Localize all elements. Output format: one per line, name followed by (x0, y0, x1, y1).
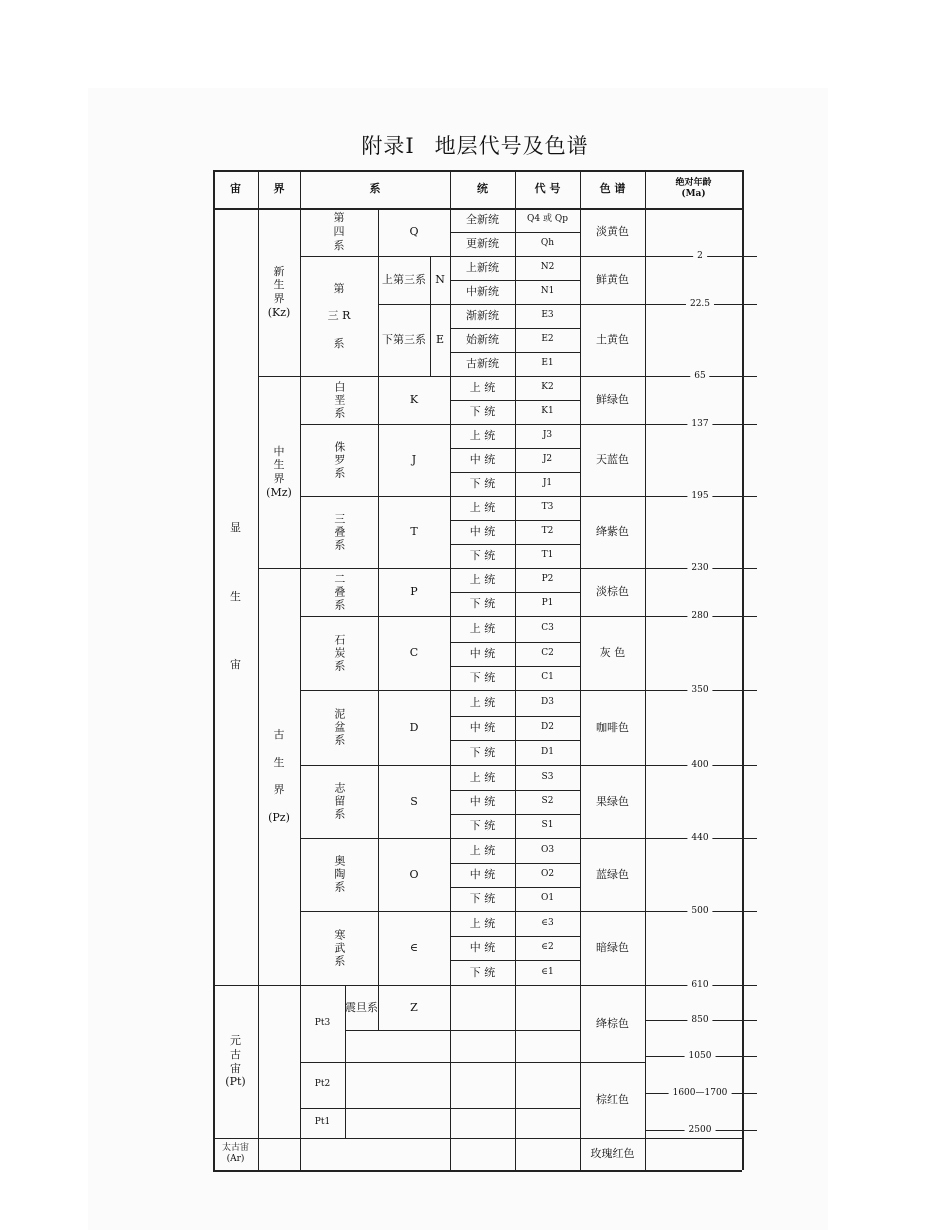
system-code-cretaceous: K (409, 393, 419, 407)
series-name: 中 统 (469, 941, 496, 955)
pt-row-rule (345, 1030, 580, 1031)
series-name: 更新统 (466, 237, 499, 251)
series-name: 渐新统 (466, 309, 499, 323)
series-code: S1 (541, 820, 554, 831)
series-name: 上 统 (469, 622, 496, 636)
series-code: J2 (542, 454, 553, 465)
system-code-quaternary: Q (409, 225, 419, 239)
system-rule (300, 376, 450, 377)
header-color: 色 谱 (599, 182, 626, 196)
series-name: 下 统 (469, 745, 496, 759)
era-paleozoic: 古 生 界 (Pz) (268, 728, 290, 824)
series-code: K1 (541, 406, 554, 417)
age-value: 137 (687, 419, 712, 429)
series-name: 全新统 (466, 213, 499, 227)
series-name: 中 统 (469, 721, 496, 735)
series-code: J3 (542, 430, 553, 441)
header-system: 系 (369, 182, 381, 196)
series-code: D3 (541, 697, 554, 708)
series-code: D2 (541, 722, 554, 733)
series-code: T3 (541, 502, 554, 513)
system-name-carboniferous: 石炭系 (332, 633, 346, 673)
series-name: 下 统 (469, 597, 496, 611)
series-name: 下 统 (469, 405, 496, 419)
series-code: Q4 或 Qp (527, 214, 568, 225)
series-code: ∈2 (541, 942, 554, 953)
age-value: 195 (687, 491, 712, 501)
age-value: 230 (687, 563, 712, 573)
pt3-label: Pt3 (314, 1017, 331, 1028)
pt1-label: Pt1 (314, 1117, 331, 1128)
color-name: 玫瑰红色 (590, 1147, 635, 1161)
table-bottom-border (213, 1170, 742, 1172)
series-code: J1 (542, 478, 553, 489)
series-name: 上 统 (469, 770, 496, 784)
age-value: 280 (687, 611, 712, 621)
color-name: 绛棕色 (596, 1016, 629, 1030)
series-name: 始新统 (466, 333, 499, 347)
age-value: 1050 (685, 1051, 716, 1061)
system-code-triassic: T (410, 525, 418, 539)
series-code: T1 (541, 550, 554, 561)
color-name: 暗绿色 (596, 941, 629, 955)
age-value: 850 (687, 1015, 712, 1025)
series-code: K2 (541, 382, 554, 393)
color-name: 天蓝色 (596, 453, 629, 467)
header-age: 绝对年龄 (Ma) (675, 177, 712, 199)
series-code: O2 (540, 869, 555, 880)
series-code: Qh (540, 238, 555, 249)
age-value: 440 (687, 833, 712, 843)
system-name-neogene: 上第三系 (382, 273, 426, 287)
series-code: E3 (541, 310, 554, 321)
system-code-paleogene: E (435, 333, 445, 347)
age-value: 1600—1700 (669, 1088, 732, 1098)
system-name-quaternary: 第 四 系 (333, 211, 345, 252)
series-name: 下 统 (469, 477, 496, 491)
eon-rule (213, 1138, 742, 1139)
series-name: 上 统 (469, 916, 496, 930)
color-name: 土黄色 (596, 333, 629, 347)
system-name-silurian: 志留系 (332, 782, 346, 821)
series-name: 上 统 (469, 501, 496, 515)
series-code: N1 (540, 286, 555, 297)
age-value: 2500 (685, 1125, 716, 1135)
title-text: 地层代号及色谱 (434, 134, 589, 158)
era-mesozoic: 中 生 界 (Mz) (266, 444, 292, 499)
system-name-cambrian: 寒武系 (332, 928, 346, 968)
system-code-cambrian: ∈ (409, 941, 419, 955)
system-name-cretaceous: 白垩系 (332, 380, 346, 420)
series-name: 上 统 (469, 696, 496, 710)
system-code-devonian: D (409, 720, 419, 734)
series-name: 下 统 (469, 549, 496, 563)
eon-proterozoic: 元 古 宙 (Pt) (225, 1034, 246, 1089)
age-value: 400 (687, 760, 712, 770)
series-name: 中 统 (469, 795, 496, 809)
system-code-silurian: S (410, 794, 418, 808)
system-name-ordovician: 奥陶系 (332, 855, 346, 894)
series-code: ∈3 (541, 917, 554, 928)
header-era: 界 (273, 182, 285, 196)
series-code: E2 (541, 334, 554, 345)
system-name-permian: 二叠系 (332, 572, 346, 612)
series-code: P1 (541, 598, 554, 609)
system-name-tertiary: 第 三 R 系 (327, 281, 351, 350)
series-name: 中 统 (469, 868, 496, 882)
series-name: 古新统 (466, 357, 499, 371)
system-code-neogene: N (435, 273, 445, 287)
appendix-label: 附录Ⅰ (361, 134, 415, 158)
eon-archean: 太古宙 (Ar) (221, 1142, 249, 1164)
series-code: D1 (541, 746, 554, 757)
system-code-sinian: Z (410, 1000, 418, 1014)
color-name: 果绿色 (596, 794, 629, 808)
series-name: 中 统 (469, 453, 496, 467)
series-name: 中 统 (469, 525, 496, 539)
series-name: 下 统 (469, 892, 496, 906)
system-name-triassic: 三叠系 (332, 512, 346, 552)
color-name: 咖啡色 (596, 720, 629, 734)
era-cenozoic: 新 生 界 (Kz) (267, 264, 291, 319)
series-code: P2 (541, 574, 554, 585)
color-name: 蓝绿色 (596, 867, 629, 881)
system-name-devonian: 泥盆系 (332, 708, 346, 747)
system-code-carboniferous: C (409, 646, 419, 660)
system-code-jurassic: J (411, 453, 417, 467)
system-name-paleogene: 下第三系 (382, 333, 426, 347)
color-name: 绛紫色 (596, 525, 629, 539)
age-value: 610 (687, 980, 712, 990)
color-name: 鲜黄色 (596, 273, 629, 287)
series-code: N2 (540, 262, 555, 273)
series-name: 下 统 (469, 671, 496, 685)
color-name: 淡棕色 (596, 585, 629, 599)
system-code-ordovician: O (409, 867, 419, 881)
eon-phanerozoic: 显 生 宙 (230, 520, 241, 672)
color-name: 棕红色 (596, 1093, 629, 1107)
series-code: O1 (540, 893, 555, 904)
series-code: C1 (541, 672, 554, 683)
series-name: 中新统 (466, 285, 499, 299)
series-name: 上 统 (469, 573, 496, 587)
age-value: 22.5 (686, 299, 714, 309)
series-code: C2 (541, 648, 554, 659)
age-value: 350 (687, 685, 712, 695)
color-name: 淡黄色 (596, 225, 629, 239)
color-band-rule (580, 1170, 645, 1171)
age-value: 500 (687, 906, 712, 916)
header-eon: 宙 (230, 182, 241, 196)
series-code: S2 (541, 796, 554, 807)
series-code: T2 (541, 526, 554, 537)
header-series: 统 (477, 182, 488, 196)
series-name: 下 统 (469, 965, 496, 979)
series-code: O3 (540, 844, 555, 855)
header-code: 代 号 (534, 182, 561, 196)
age-value: 65 (690, 371, 709, 381)
series-name: 上 统 (469, 381, 496, 395)
system-code-permian: P (410, 585, 418, 599)
series-code: ∈1 (541, 966, 554, 977)
series-code: C3 (541, 623, 554, 634)
series-code: E1 (541, 358, 554, 369)
color-name: 鲜绿色 (596, 393, 629, 407)
series-name: 下 统 (469, 819, 496, 833)
series-name: 上 统 (469, 429, 496, 443)
age-value: 2 (693, 251, 707, 261)
pt2-label: Pt2 (314, 1079, 331, 1090)
color-name: 灰 色 (599, 646, 626, 660)
series-code: S3 (541, 771, 554, 782)
series-name: 上新统 (466, 261, 499, 275)
series-name: 上 统 (469, 843, 496, 857)
system-name-jurassic: 侏罗系 (332, 440, 346, 480)
system-name-sinian: 震旦系 (345, 1000, 378, 1014)
series-name: 中 统 (469, 647, 496, 661)
